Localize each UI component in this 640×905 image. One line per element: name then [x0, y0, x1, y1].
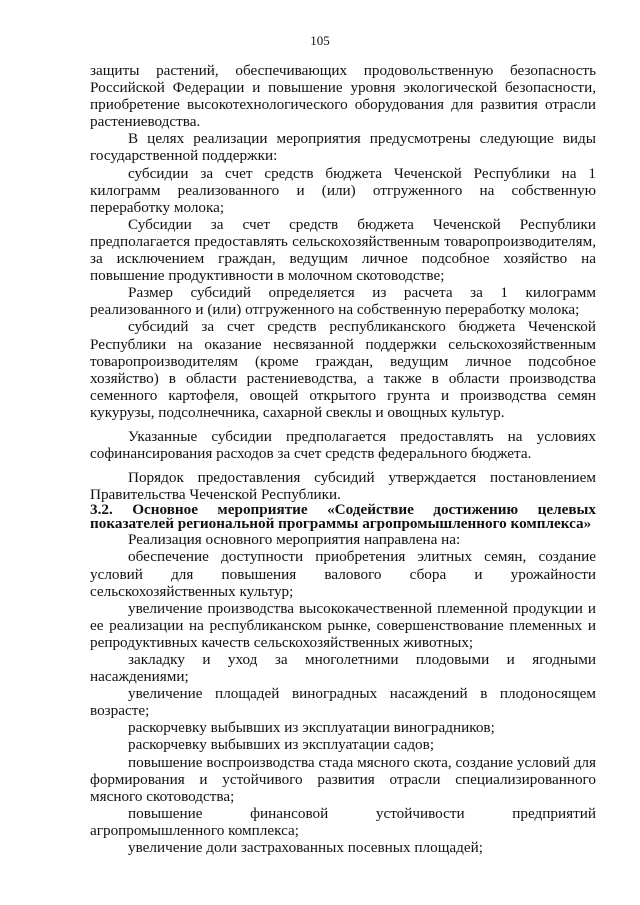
paragraph: субсидии за счет средств бюджета Чеченской Республики на 1 килограмм реализованного и (или) отгруженного на собственную переработку молока;: [90, 164, 596, 216]
paragraph: субсидий за счет средств республиканского бюджета Чеченской Республики на оказание несвязанной поддержки сельскохозяйственным товаропроизводителям (кроме граждан, ведущим личное подсобное хозяйство) в области растениеводства, а также в области производства семенного картофеля, овощей открытого грунта и производства семян кукурузы, подсолнечника, сахарной свеклы и овощных культур.: [90, 318, 596, 421]
paragraph: Размер субсидий определяется из расчета за 1 килограмм реализованного и (или) отгруженного на собственную переработку молока;: [90, 284, 596, 319]
paragraph: закладку и уход за многолетними плодовыми и ягодными насаждениями;: [90, 651, 596, 686]
page-number: 105: [310, 33, 330, 48]
paragraph: Указанные субсидии предполагается предоставлять на условиях софинансирования расходов за счет средств федерального бюджета.: [90, 427, 596, 463]
document-body: [90, 62, 596, 856]
paragraph: защиты растений, обеспечивающих продовольственную безопасность Российской Федерации и повышение уровня экологической безопасности, приобретение высокотехнологического оборудования для развития отрасли растениеводства.: [90, 62, 596, 131]
section-after-heading: [90, 531, 596, 856]
paragraph: В целях реализации мероприятия предусмотрены следующие виды государственной поддержки:: [90, 130, 596, 165]
paragraph: Реализация основного мероприятия направлена на:: [128, 531, 461, 549]
paragraph: увеличение производства высококачественной племенной продукции и ее реализации на республиканском рынке, совершенствование племенных и репродуктивных качеств сельскохозяйственных животных;: [90, 599, 596, 651]
paragraph: обеспечение доступности приобретения элитных семян, создание условий для повышения валового сбора и урожайности сельскохозяйственных культур;: [90, 548, 596, 600]
paragraph: Субсидии за счет средств бюджета Чеченской Республики предполагается предоставлять сельскохозяйственным товаропроизводителям, за исключением граждан, ведущим личное подсобное хозяйство на повышение продуктивности в молочном скотоводстве;: [90, 215, 596, 285]
paragraph: раскорчевку выбывших из эксплуатации садов;: [128, 736, 435, 754]
paragraph: повышение финансовой устойчивости предприятий агропромышленного комплекса;: [90, 804, 596, 839]
paragraph: увеличение площадей виноградных насаждений в плодоносящем возрасте;: [90, 685, 596, 720]
section-heading: 3.2. Основное мероприятие «Содействие достижению целевых показателей региональной программы агропромышленного комплекса»: [90, 501, 596, 533]
paragraph: увеличение доли застрахованных посевных площадей;: [128, 839, 483, 857]
section-before-heading: [90, 62, 596, 503]
paragraph: раскорчевку выбывших из эксплуатации виноградников;: [128, 719, 495, 737]
paragraph: Порядок предоставления субсидий утверждается постановлением Правительства Чеченской Республики.: [90, 469, 596, 504]
paragraph: повышение воспроизводства стада мясного скота, создание условий для формирования и устойчивого развития отрасли специализированного мясного скотоводства;: [90, 753, 596, 805]
